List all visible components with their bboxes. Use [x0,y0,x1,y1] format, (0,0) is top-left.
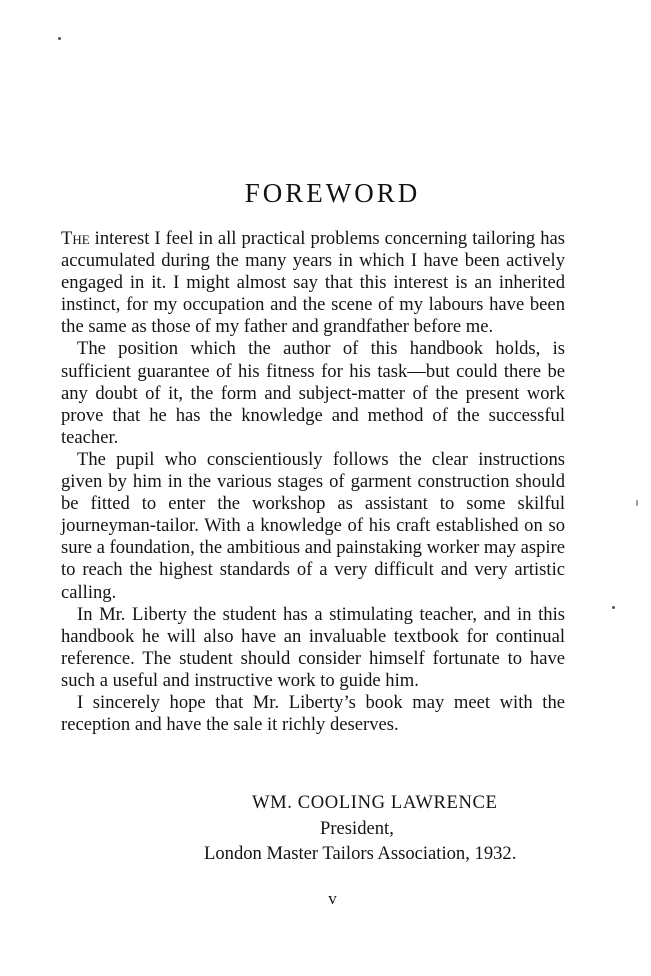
signatory-name: WM. COOLING LAWRENCE [252,792,498,813]
scan-speck [636,500,638,506]
paragraph-lead: The [61,228,90,249]
page-title: FOREWORD [244,178,421,208]
page-number: v [328,889,337,908]
signatory-organization: London Master Tailors Association, 1932. [204,843,517,864]
paragraph [61,228,565,338]
scan-speck [58,37,61,40]
scan-speck [612,606,615,609]
signatory-role: President, [320,818,394,839]
paragraph: In Mr. Liberty the student has a stimulating teacher, and in this handbook he will also have an invaluable textbook for continual reference. The student should consider himself fortunate to have such a useful and instructive work to guide him. [61,603,565,691]
paragraph: The position which the author of this handbook holds, is sufficient guarantee of his fitness for his task—but could there be any doubt of it, the form and subject-matter of the present work prove that he has the knowledge and method of the successful teacher. [61,338,565,448]
paragraph: The pupil who conscientiously follows the clear instructions given by him in the various stages of garment construction should be fitted to enter the workshop as assistant to some skilful journeyman-tailor. With a knowledge of his craft established on so sure a foundation, the ambitious and painstaking worker may aspire to reach the highest standards of a very difficult and very artistic calling. [61,448,565,603]
paragraph-text: interest I feel in all practical problems concerning tailoring has accumulated during the many years in which I have been actively engaged in it. I might almost say that this interest is an inherited instinct, for my occupation and the scene of my labours have been the same as those of my father and grandfather before me. [61,228,565,338]
paragraph: I sincerely hope that Mr. Liberty’s book may meet with the reception and have the sale it richly deserves. [61,691,565,736]
foreword-body [61,228,565,736]
